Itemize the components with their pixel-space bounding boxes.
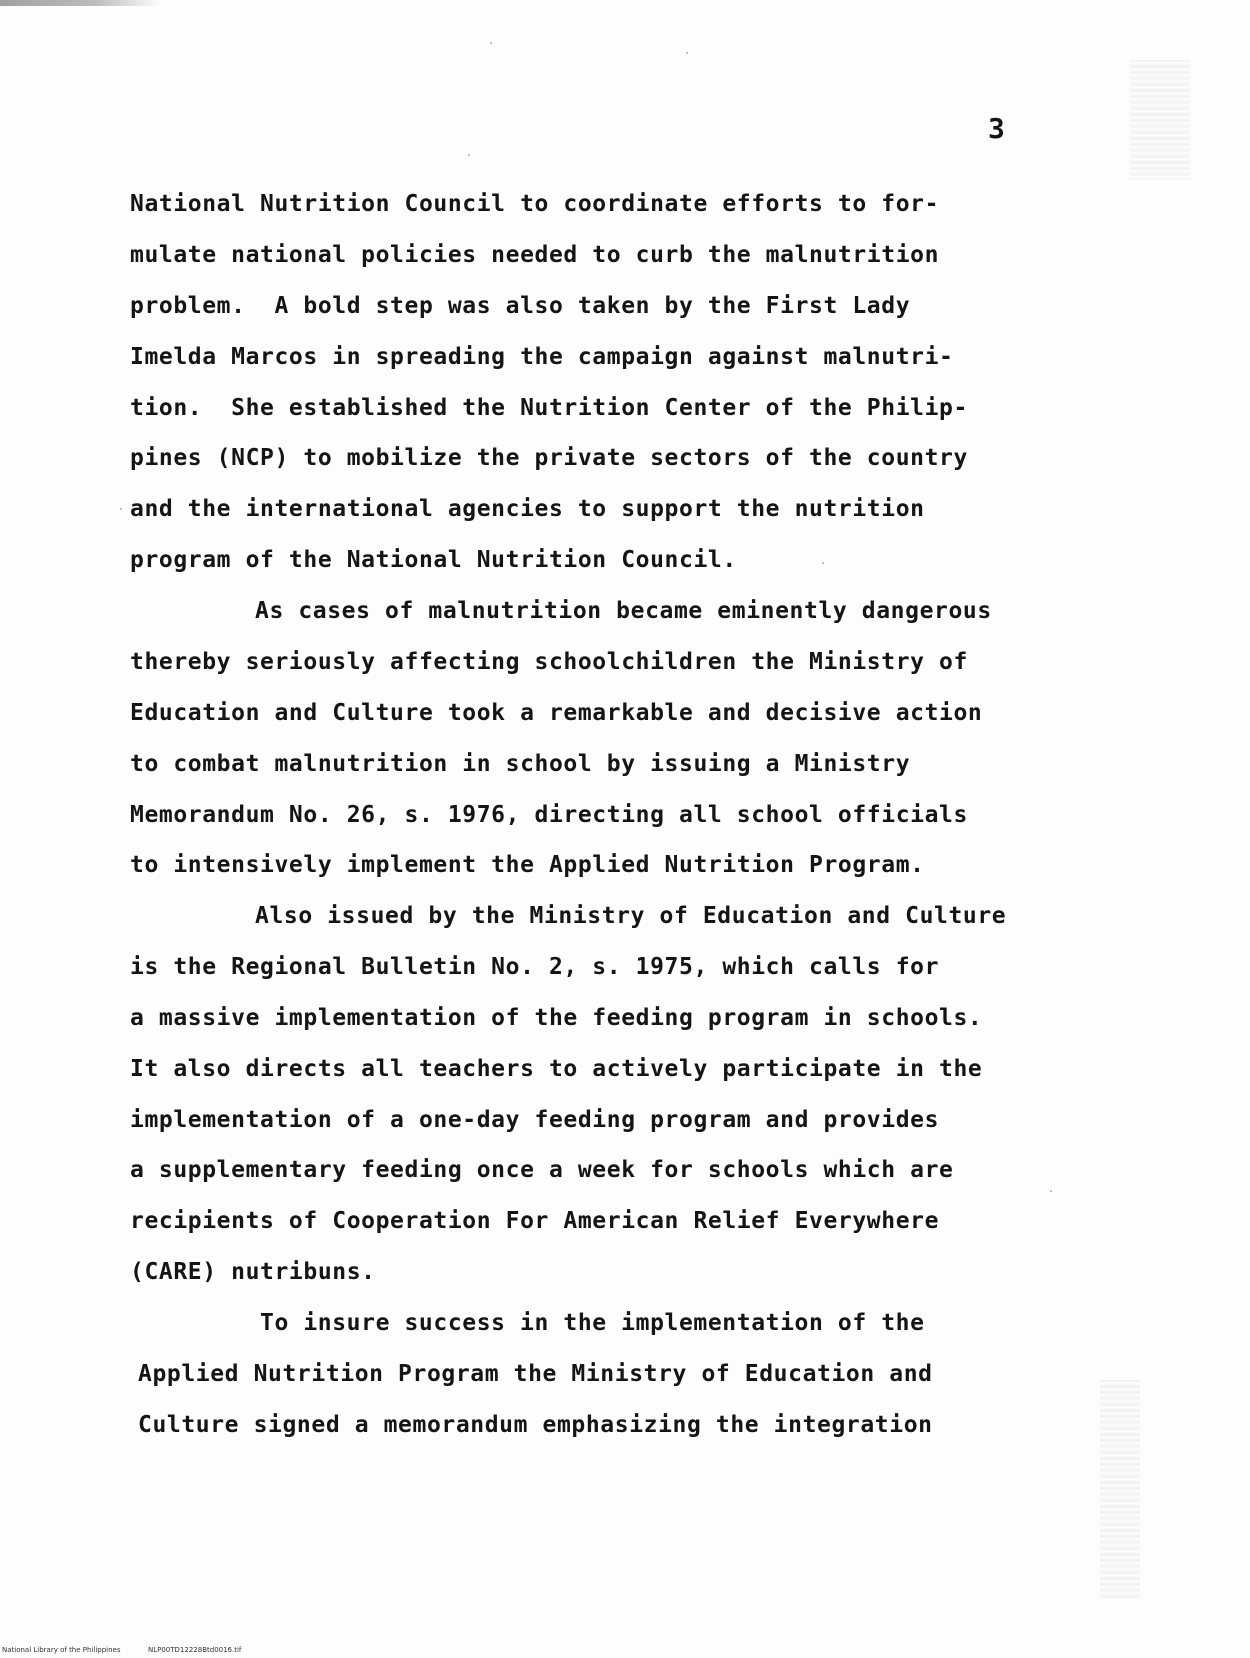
text-line: a supplementary feeding once a week for schools which are <box>130 1157 954 1183</box>
text-line: mulate national policies needed to curb the malnutrition <box>130 242 940 268</box>
scan-noise <box>1100 1380 1140 1600</box>
text-line: to combat malnutrition in school by issuing a Ministry <box>130 751 911 777</box>
text-line: To insure success in the implementation of the <box>260 1310 925 1336</box>
text-line: and the international agencies to support the nutrition <box>130 496 925 522</box>
text-line: (CARE) nutribuns. <box>130 1259 376 1285</box>
scan-speck <box>468 154 470 156</box>
scan-speck <box>822 562 824 564</box>
scan-speck <box>490 42 492 44</box>
text-line: Also issued by the Ministry of Education and Culture <box>255 903 1007 929</box>
text-line: National Nutrition Council to coordinate efforts to for- <box>130 191 940 217</box>
scan-speck <box>120 508 122 510</box>
page-number: 3 <box>988 112 1005 145</box>
scan-speck <box>1050 1190 1052 1192</box>
footer-file-id: NLP00TD12228Btd0016.tif <box>148 1646 242 1654</box>
scan-speck <box>686 52 688 54</box>
scan-smudge <box>0 0 160 6</box>
text-line: As cases of malnutrition became eminently dangerous <box>255 598 992 624</box>
text-line: recipients of Cooperation For American Relief Everywhere <box>130 1208 940 1234</box>
text-line: thereby seriously affecting schoolchildren the Ministry of <box>130 649 968 675</box>
text-line: a massive implementation of the feeding program in schools. <box>130 1005 983 1031</box>
text-line: problem. A bold step was also taken by the First Lady <box>130 293 911 319</box>
text-line: Culture signed a memorandum emphasizing the integration <box>138 1412 933 1438</box>
text-line: to intensively implement the Applied Nutrition Program. <box>130 852 925 878</box>
text-line: pines (NCP) to mobilize the private sectors of the country <box>130 445 968 471</box>
text-line: implementation of a one-day feeding program and provides <box>130 1107 940 1133</box>
footer-library: National Library of the Philippines <box>2 1646 121 1654</box>
text-line: Imelda Marcos in spreading the campaign against malnutri- <box>130 344 954 370</box>
text-line: tion. She established the Nutrition Center of the Philip- <box>130 395 968 421</box>
text-line: Applied Nutrition Program the Ministry of Education and <box>138 1361 933 1387</box>
text-line: program of the National Nutrition Council. <box>130 547 737 573</box>
text-line: is the Regional Bulletin No. 2, s. 1975, which calls for <box>130 954 940 980</box>
text-line: Memorandum No. 26, s. 1976, directing all school officials <box>130 802 968 828</box>
text-line: Education and Culture took a remarkable and decisive action <box>130 700 983 726</box>
text-line: It also directs all teachers to actively participate in the <box>130 1056 983 1082</box>
scan-noise <box>1130 60 1190 180</box>
